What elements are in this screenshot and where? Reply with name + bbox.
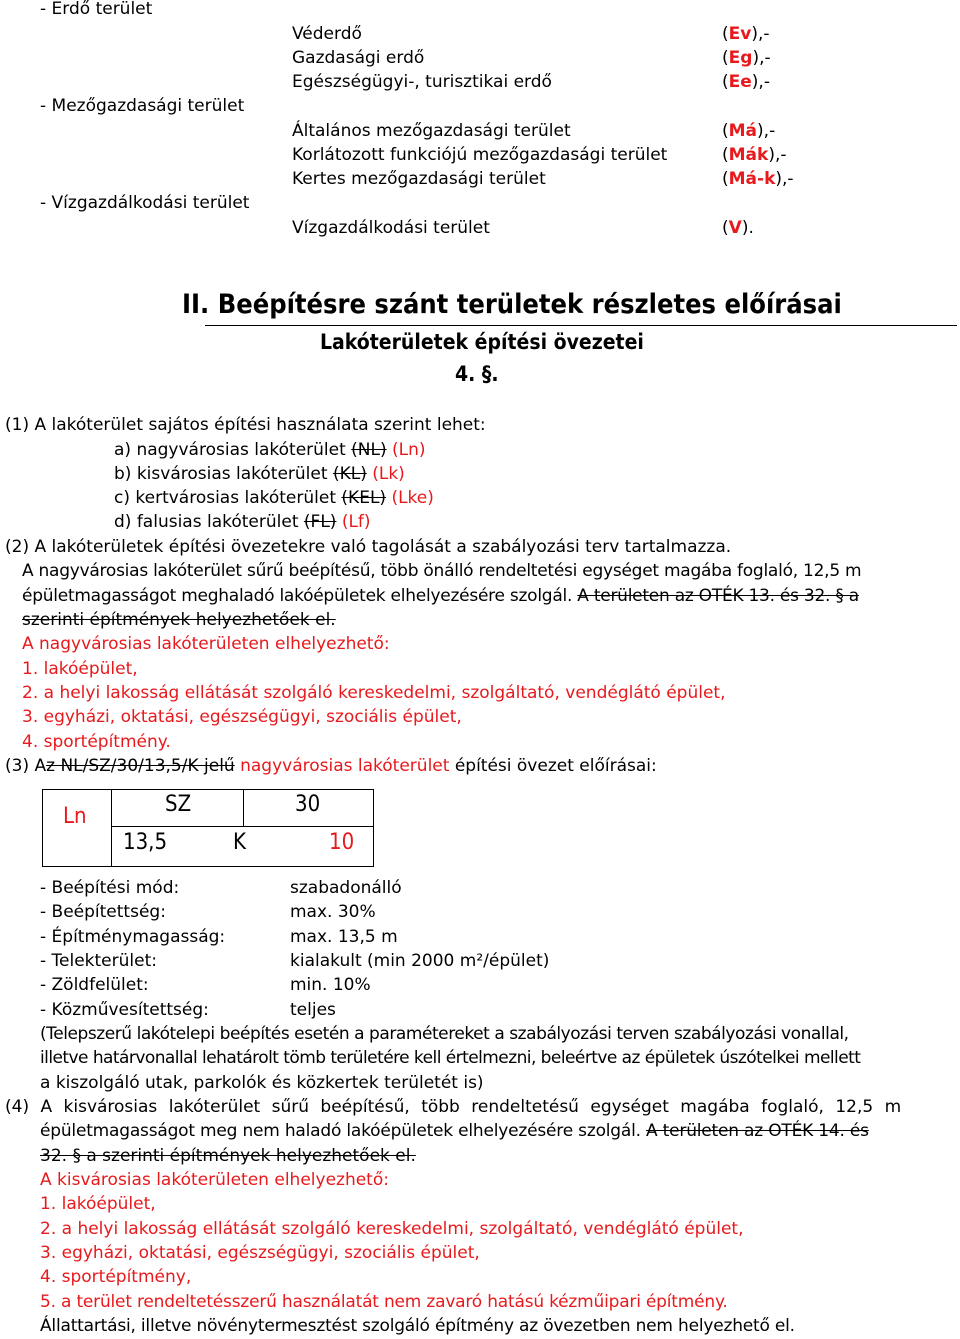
code-mode: SZ bbox=[165, 792, 192, 817]
p2-allowed-item: 4. sportépítmény. bbox=[22, 732, 171, 752]
zone-name: Általános mezőgazdasági terület bbox=[292, 121, 571, 141]
zone-code: (Má),- bbox=[722, 121, 776, 141]
zone-code: (V). bbox=[722, 218, 754, 238]
p1-item: d) falusias lakóterület (FL) (Lf) bbox=[114, 512, 371, 532]
p1-item: c) kertvárosias lakóterület (KEL) (Lke) bbox=[114, 488, 434, 508]
heading-rule bbox=[205, 325, 957, 326]
param-label: - Építménymagasság: bbox=[40, 927, 226, 947]
zone-code: (Má-k),- bbox=[722, 169, 794, 189]
p4-allowed-title: A kisvárosias lakóterületen elhelyezhető: bbox=[40, 1170, 389, 1190]
note-line: (Telepszerű lakótelepi beépítés esetén a paramétereket a szabályozási terven szabályozási vonallal, bbox=[40, 1024, 849, 1044]
p1-intro: (1) A lakóterület sajátos építési használata szerint lehet: bbox=[5, 415, 486, 435]
p2-allowed-item: 2. a helyi lakosság ellátását szolgáló kereskedelmi, szolgáltató, vendéglátó épület, bbox=[22, 683, 726, 703]
zone-code: (Ev),- bbox=[722, 24, 770, 44]
p2-line-struck: szerinti építmények helyezhetőek el. bbox=[22, 610, 336, 630]
param-label: - Közművesítettség: bbox=[40, 1000, 209, 1020]
p1-item: b) kisvárosias lakóterület (KL) (Lk) bbox=[114, 464, 405, 484]
p2-allowed-item: 3. egyházi, oktatási, egészségügyi, szociális épület, bbox=[22, 707, 462, 727]
zone-name: Korlátozott funkciójú mezőgazdasági terület bbox=[292, 145, 668, 165]
param-label: - Zöldfelület: bbox=[40, 975, 149, 995]
param-value: max. 30% bbox=[290, 902, 376, 922]
code-zone: Ln bbox=[63, 804, 87, 829]
p4-allowed-item: 4. sportépítmény, bbox=[40, 1267, 192, 1287]
param-value: min. 10% bbox=[290, 975, 371, 995]
param-label: - Telekterület: bbox=[40, 951, 157, 971]
p2-text: (2) A lakóterületek építési övezetekre való tagolását a szabályozási terv tartalmazza. bbox=[5, 537, 732, 557]
zone-code: (Mák),- bbox=[722, 145, 787, 165]
chapter-heading: II. Beépítésre szánt területek részletes előírásai bbox=[182, 289, 842, 320]
param-value: kialakult (min 2000 m²/épület) bbox=[290, 951, 550, 971]
zone-name: Gazdasági erdő bbox=[292, 48, 425, 68]
code-coverage: 30 bbox=[295, 792, 321, 817]
zone-agri: - Mezőgazdasági terület bbox=[40, 96, 245, 116]
p2-line: A nagyvárosias lakóterület sűrű beépítésű, több önálló rendeltetési egységet magába foglaló, 12,5 m bbox=[22, 561, 862, 581]
zone-code: (Ee),- bbox=[722, 72, 770, 92]
param-value: teljes bbox=[290, 1000, 336, 1020]
zone-forest: - Erdő terület bbox=[40, 0, 153, 19]
zone-name: Véderdő bbox=[292, 24, 362, 44]
param-value: max. 13,5 m bbox=[290, 927, 398, 947]
zone-name: Kertes mezőgazdasági terület bbox=[292, 169, 546, 189]
paragraph-heading: 4. §. bbox=[455, 362, 499, 386]
code-utility: K bbox=[233, 830, 246, 855]
zone-water: - Vízgazdálkodási terület bbox=[40, 193, 250, 213]
zone-name: Vízgazdálkodási terület bbox=[292, 218, 490, 238]
p2-allowed-item: 1. lakóépület, bbox=[22, 659, 138, 679]
p4-line: épületmagasságot meg nem haladó lakóépületek elhelyezésére szolgál. A területen az OTÉK 14. és bbox=[40, 1121, 869, 1141]
p4-allowed-item: 3. egyházi, oktatási, egészségügyi, szociális épület, bbox=[40, 1243, 480, 1263]
note-line: a kiszolgáló utak, parkolók és közkertek területét is) bbox=[40, 1073, 484, 1093]
p2-allowed-title: A nagyvárosias lakóterületen elhelyezhető: bbox=[22, 634, 390, 654]
p4-last: Állattartási, illetve növénytermesztést szolgáló építmény az övezetben nem helyezhető el. bbox=[40, 1316, 795, 1336]
param-label: - Beépítési mód: bbox=[40, 878, 180, 898]
param-value: szabadonálló bbox=[290, 878, 402, 898]
code-green: 10 bbox=[329, 830, 355, 855]
param-label: - Beépítettség: bbox=[40, 902, 166, 922]
p4-allowed-item: 2. a helyi lakosság ellátását szolgáló kereskedelmi, szolgáltató, vendéglátó épület, bbox=[40, 1219, 744, 1239]
p4-line: (4) A kisvárosias lakóterület sűrű beépítésű, több rendeltetésű egységet magába foglaló, 12,5 m bbox=[5, 1097, 902, 1117]
zone-code-box bbox=[42, 789, 374, 867]
code-height: 13,5 bbox=[123, 830, 168, 855]
zone-name: Egészségügyi-, turisztikai erdő bbox=[292, 72, 552, 92]
p4-allowed-item: 1. lakóépület, bbox=[40, 1194, 156, 1214]
section-heading: Lakóterületek építési övezetei bbox=[320, 330, 644, 354]
p4-line-struck: 32. § a szerinti építmények helyezhetőek el. bbox=[40, 1146, 416, 1166]
p4-allowed-item: 5. a terület rendeltetésszerű használatát nem zavaró hatású kézműipari építmény. bbox=[40, 1292, 728, 1312]
p3-line: (3) Az NL/SZ/30/13,5/K jelű nagyvárosias lakóterület építési övezet előírásai: bbox=[5, 756, 657, 776]
p2-line: épületmagasságot meghaladó lakóépületek elhelyezésére szolgál. A területen az OTÉK 13. és 32. § a bbox=[22, 586, 859, 606]
note-line: illetve határvonallal lehatárolt tömb területére kell értelmezni, beleértve az épületek úszótelkei mellett bbox=[40, 1048, 861, 1068]
p1-item: a) nagyvárosias lakóterület (NL) (Ln) bbox=[114, 440, 426, 460]
zone-code: (Eg),- bbox=[722, 48, 771, 68]
